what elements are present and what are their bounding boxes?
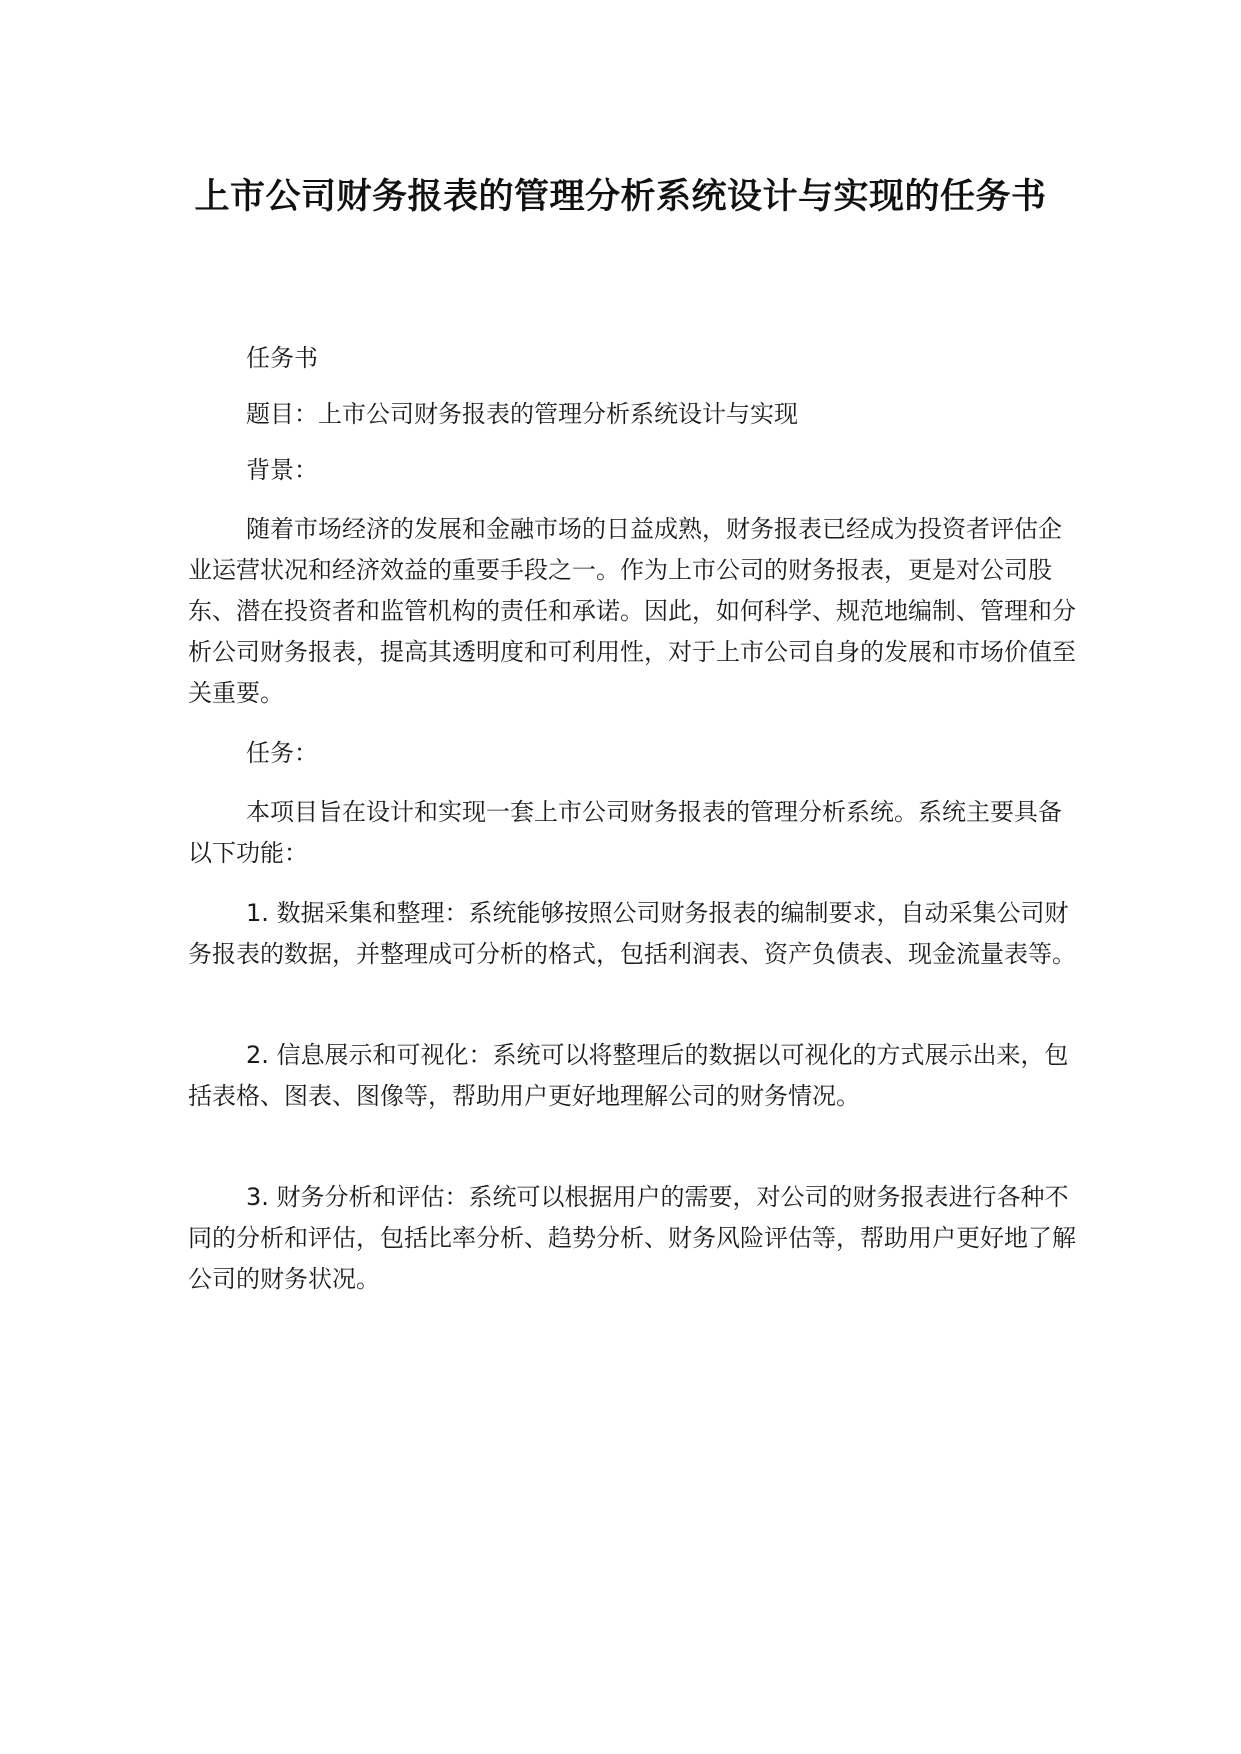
background-paragraph: 随着市场经济的发展和金融市场的日益成熟，财务报表已经成为投资者评估企业运营状况和经济效益的重要手段之一。作为上市公司的财务报表，更是对公司股东、潜在投资者和监管机构的责任和承诺。因此，如何科学、规范地编制、管理和分析公司财务报表，提高其透明度和可利用性，对于上市公司自身的发展和市场价值至关重要。: [188, 515, 1076, 707]
function-item-2: 2. 信息展示和可视化：系统可以将整理后的数据以可视化的方式展示出来，包括表格、图表、图像等，帮助用户更好地理解公司的财务情况。: [188, 1041, 1069, 1110]
background-label: 背景：: [246, 456, 318, 484]
document-title: 上市公司财务报表的管理分析系统设计与实现的任务书: [194, 177, 1047, 217]
heading-label: 任务书: [246, 344, 318, 372]
topic-line: 题目：上市公司财务报表的管理分析系统设计与实现: [246, 400, 798, 428]
function-item-3: 3. 财务分析和评估：系统可以根据用户的需要，对公司的财务报表进行各种不同的分析和评估，包括比率分析、趋势分析、财务风险评估等，帮助用户更好地了解公司的财务状况。: [188, 1183, 1076, 1293]
task-intro-paragraph: 本项目旨在设计和实现一套上市公司财务报表的管理分析系统。系统主要具备以下功能：: [188, 798, 1062, 867]
task-label: 任务：: [246, 739, 318, 767]
function-item-1: 1. 数据采集和整理：系统能够按照公司财务报表的编制要求，自动采集公司财务报表的数据，并整理成可分析的格式，包括利润表、资产负债表、现金流量表等。: [188, 899, 1076, 968]
